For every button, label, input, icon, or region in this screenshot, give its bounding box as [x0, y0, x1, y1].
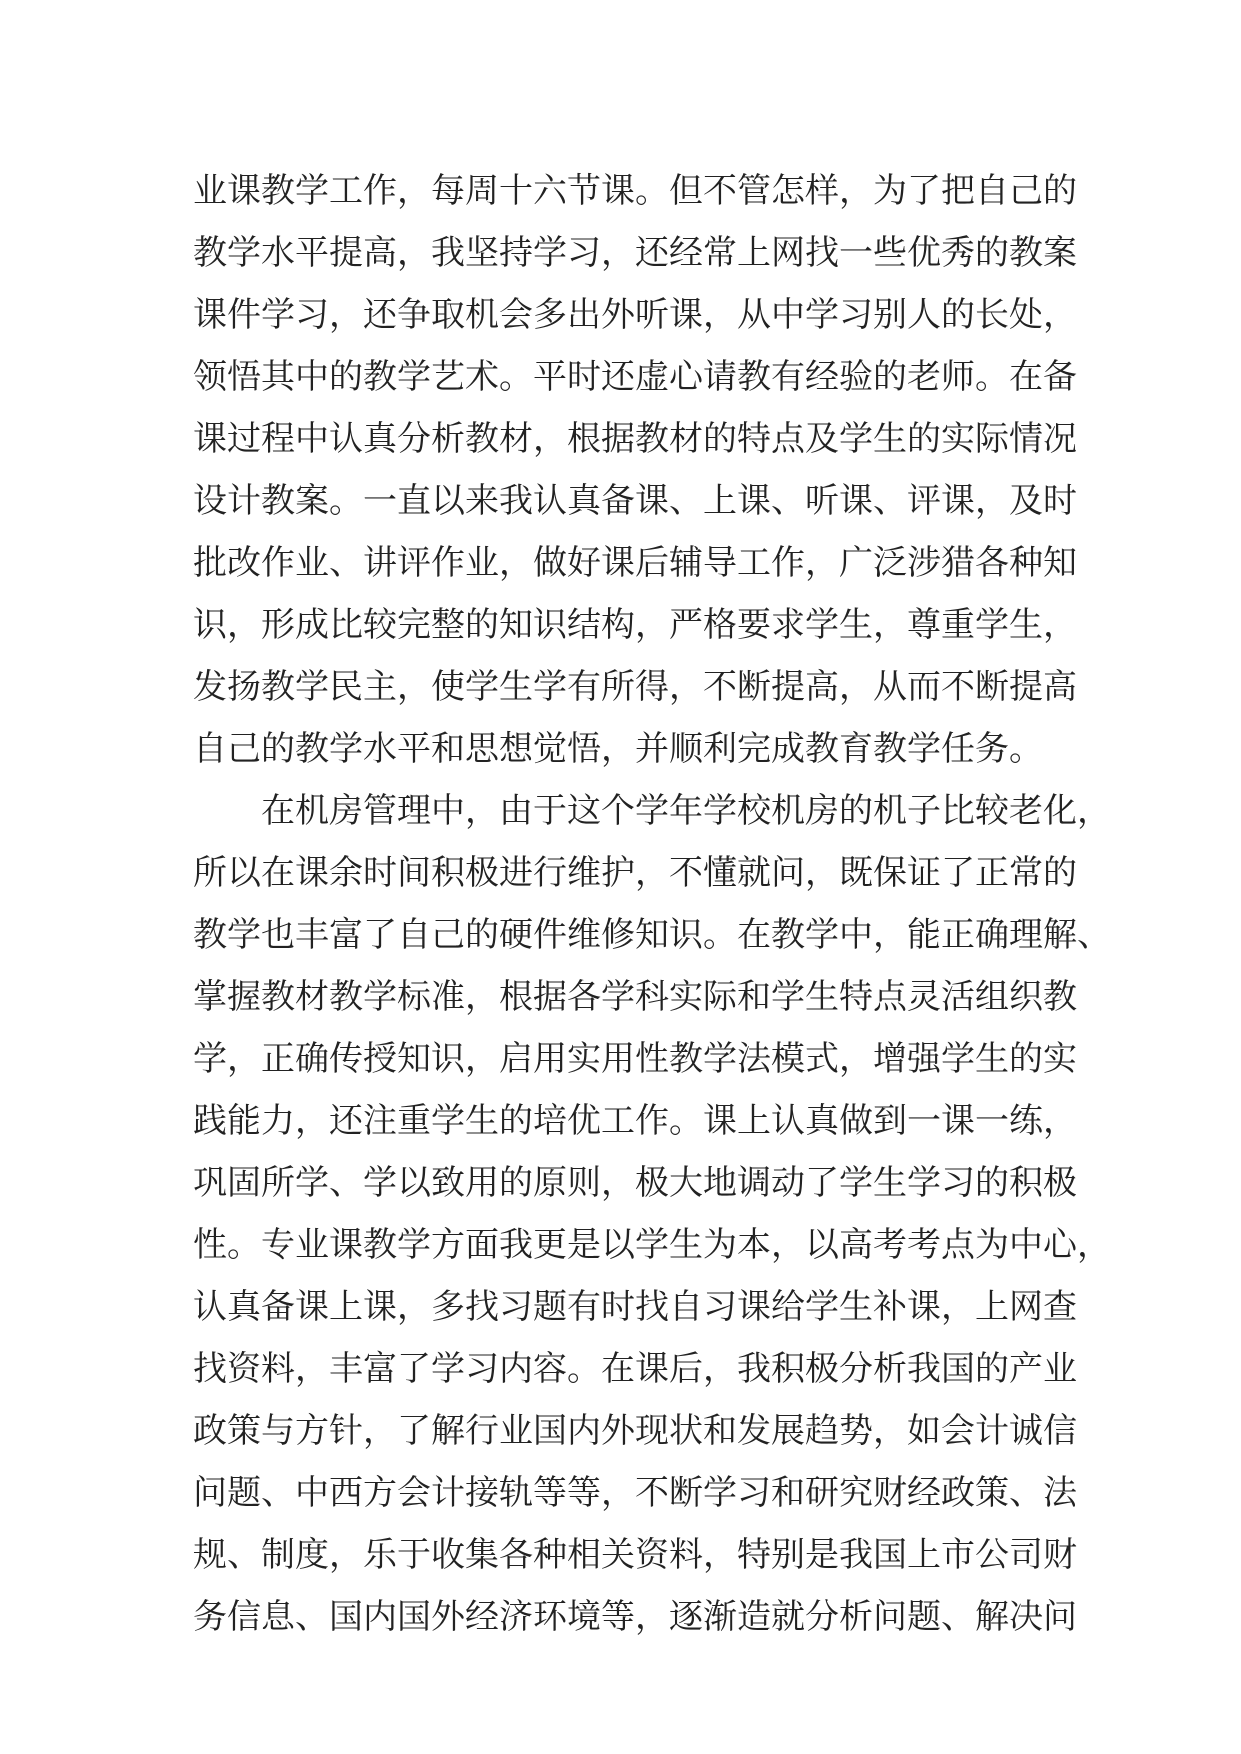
- text-line: 所以在课余时间积极进行维护，不懂就问，既保证了正常的: [193, 853, 1077, 893]
- text-line: 务信息、国内国外经济环境等，逐渐造就分析问题、解决问: [193, 1597, 1077, 1637]
- text-line: 学，正确传授知识，启用实用性教学法模式，增强学生的实: [193, 1039, 1077, 1079]
- text-line: 教学也丰富了自己的硬件维修知识。在教学中，能正确理解、: [193, 915, 1111, 955]
- text-line: 发扬教学民主，使学生学有所得，不断提高，从而不断提高: [193, 667, 1077, 707]
- paragraph-start-line: 在机房管理中，由于这个学年学校机房的机子比较老化，: [261, 791, 1111, 831]
- text-line: 找资料，丰富了学习内容。在课后，我积极分析我国的产业: [193, 1349, 1077, 1389]
- text-line: 性。专业课教学方面我更是以学生为本，以高考考点为中心，: [193, 1225, 1111, 1265]
- text-line: 课过程中认真分析教材，根据教材的特点及学生的实际情况: [193, 419, 1077, 459]
- text-line: 践能力，还注重学生的培优工作。课上认真做到一课一练，: [193, 1101, 1077, 1141]
- text-line: 巩固所学、学以致用的原则，极大地调动了学生学习的积极: [193, 1163, 1077, 1203]
- text-line: 规、制度，乐于收集各种相关资料，特别是我国上市公司财: [193, 1535, 1077, 1575]
- text-line: 认真备课上课，多找习题有时找自习课给学生补课，上网查: [193, 1287, 1077, 1327]
- paragraph-end-line: 自己的教学水平和思想觉悟，并顺利完成教育教学任务。: [193, 729, 1043, 769]
- text-line: 掌握教材教学标准，根据各学科实际和学生特点灵活组织教: [193, 977, 1077, 1017]
- text-line: 设计教案。一直以来我认真备课、上课、听课、评课，及时: [193, 481, 1077, 521]
- text-line: 政策与方针，了解行业国内外现状和发展趋势，如会计诚信: [193, 1411, 1077, 1451]
- text-line: 教学水平提高，我坚持学习，还经常上网找一些优秀的教案: [193, 233, 1077, 273]
- text-line: 问题、中西方会计接轨等等，不断学习和研究财经政策、法: [193, 1473, 1077, 1513]
- body-text: [193, 160, 1111, 1648]
- text-line: 领悟其中的教学艺术。平时还虚心请教有经验的老师。在备: [193, 357, 1077, 397]
- text-line: 识，形成比较完整的知识结构，严格要求学生，尊重学生，: [193, 605, 1077, 645]
- text-line: 业课教学工作，每周十六节课。但不管怎样，为了把自己的: [193, 171, 1077, 211]
- text-line: 批改作业、讲评作业，做好课后辅导工作，广泛涉猎各种知: [193, 543, 1077, 583]
- text-line: 课件学习，还争取机会多出外听课，从中学习别人的长处，: [193, 295, 1077, 335]
